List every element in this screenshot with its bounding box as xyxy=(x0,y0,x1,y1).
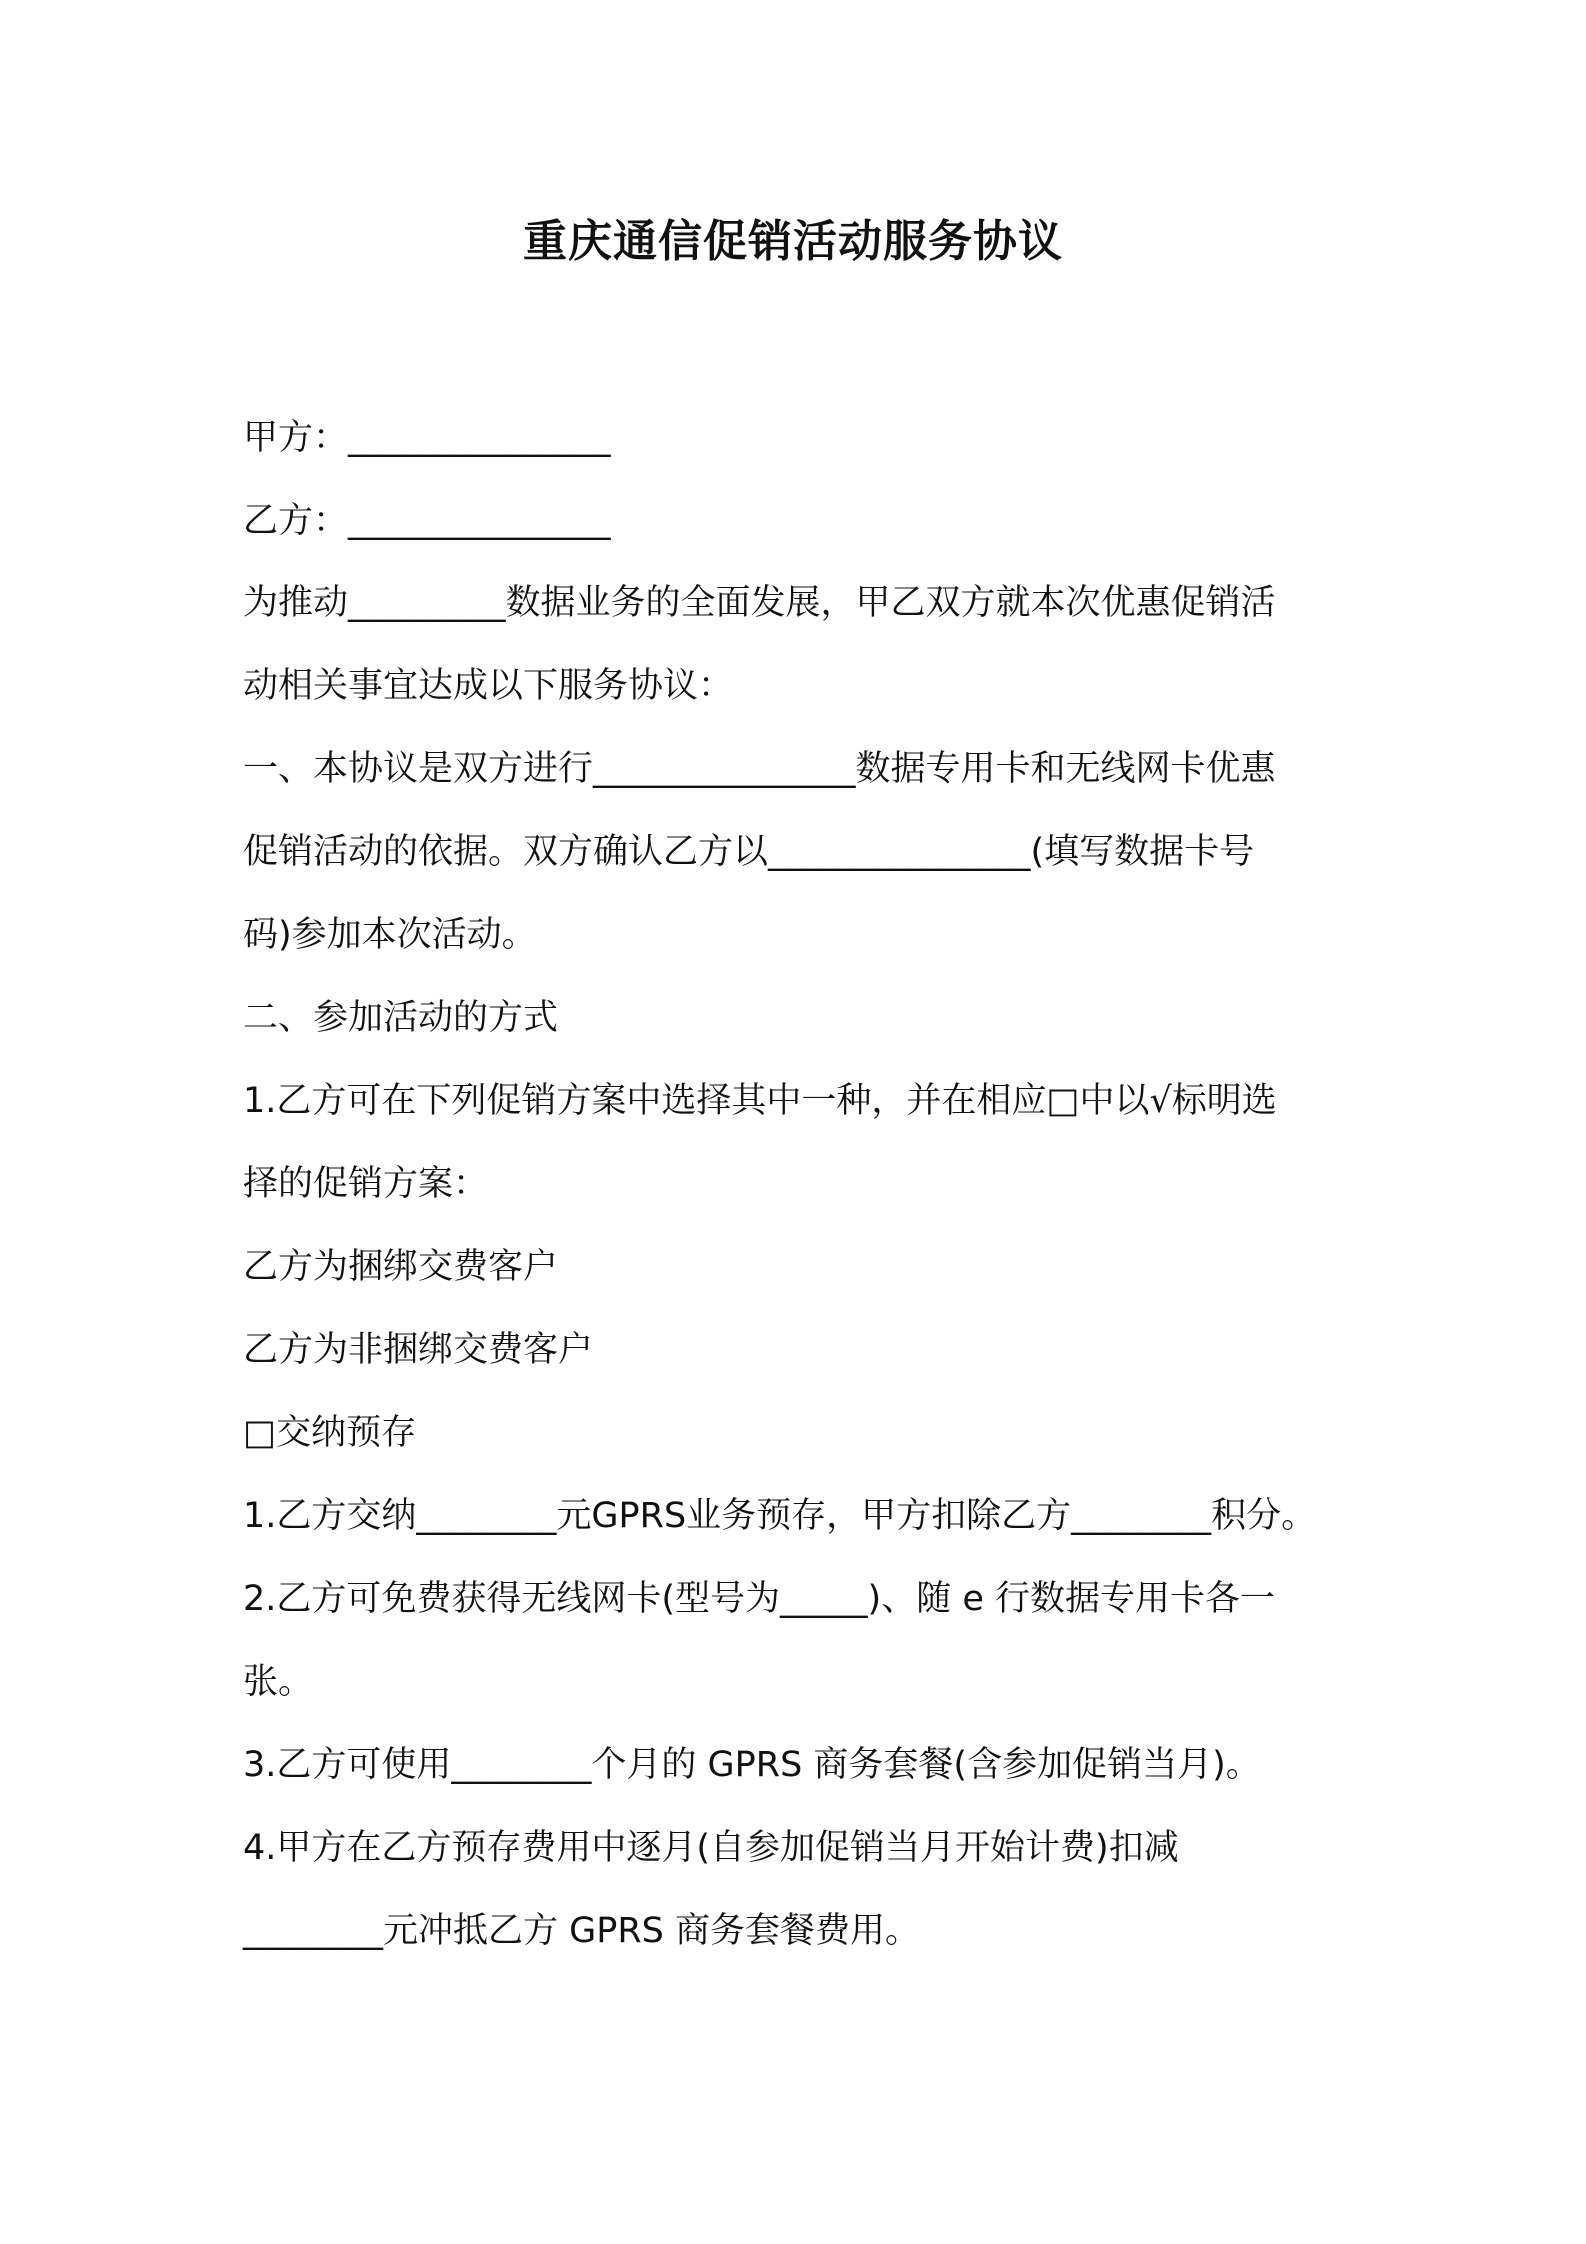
paragraph-line: 促销活动的依据。双方确认乙方以_______________(填写数据卡号 xyxy=(243,832,1255,872)
paragraph-line: 为推动_________数据业务的全面发展，甲乙双方就本次优惠促销活 xyxy=(243,583,1276,623)
section-heading: 二、参加活动的方式 xyxy=(243,998,559,1038)
paragraph-line: 择的促销方案： xyxy=(243,1164,489,1204)
clause-line: ________元冲抵乙方 GPRS 商务套餐费用。 xyxy=(243,1911,921,1951)
clause-line: 4.甲方在乙方预存费用中逐月(自参加促销当月开始计费)扣减 xyxy=(243,1828,1179,1868)
document-title: 重庆通信促销活动服务协议 xyxy=(523,216,1063,267)
paragraph-line: 一、本协议是双方进行_______________数据专用卡和无线网卡优惠 xyxy=(243,749,1276,789)
paragraph-line: 码)参加本次活动。 xyxy=(243,915,537,955)
option-line: 乙方为捆绑交费客户 xyxy=(243,1247,559,1287)
paragraph-line: 动相关事宜达成以下服务协议： xyxy=(243,666,734,706)
clause-line: 张。 xyxy=(243,1662,314,1702)
party-a-line: 甲方：_______________ xyxy=(243,418,611,458)
clause-line: 2.乙方可免费获得无线网卡(型号为_____)、随 e 行数据专用卡各一 xyxy=(243,1579,1275,1619)
party-b-line: 乙方：_______________ xyxy=(243,501,611,541)
option-line: 乙方为非捆绑交费客户 xyxy=(243,1330,594,1370)
paragraph-line: 1.乙方可在下列促销方案中选择其中一种，并在相应□中以√标明选 xyxy=(243,1081,1277,1121)
clause-line: 3.乙方可使用________个月的 GPRS 商务套餐(含参加促销当月)。 xyxy=(243,1745,1261,1785)
option-line: □交纳预存 xyxy=(243,1413,417,1453)
clause-line: 1.乙方交纳________元GPRS业务预存，甲方扣除乙方________积分。 xyxy=(243,1496,1317,1536)
